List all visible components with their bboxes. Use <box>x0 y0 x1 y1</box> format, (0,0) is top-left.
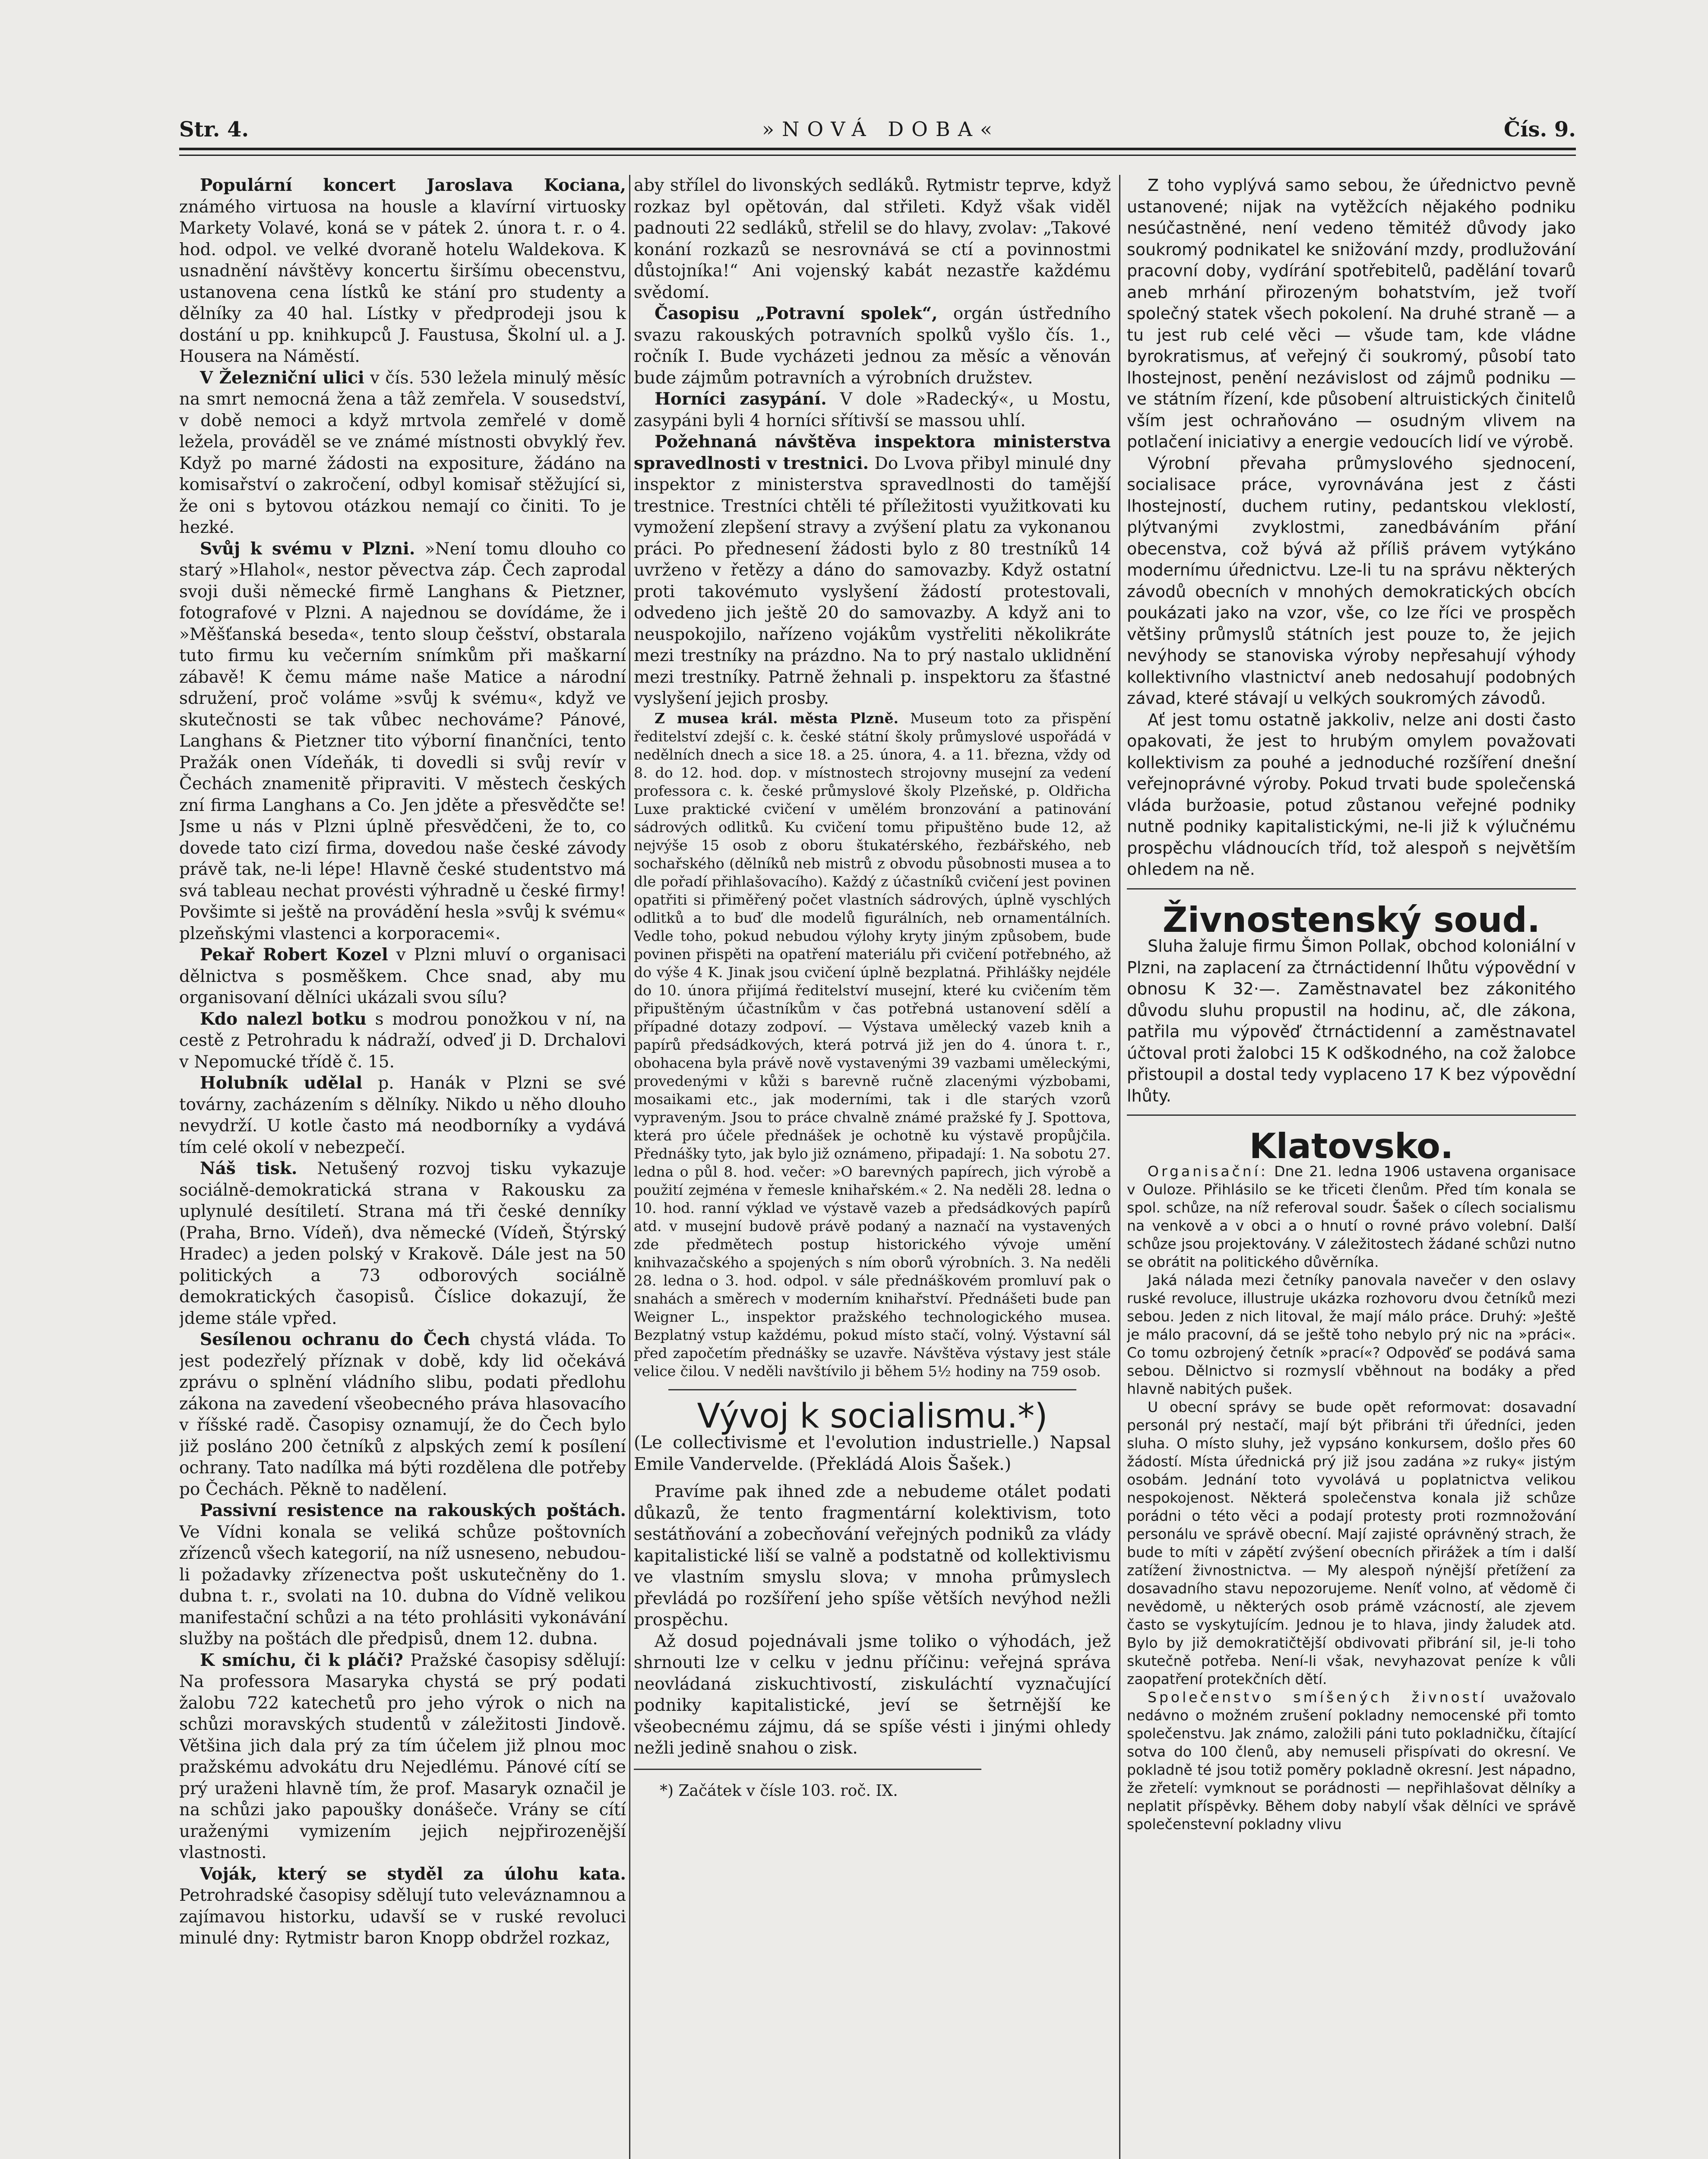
section-rule <box>668 1389 1076 1390</box>
footnote-rule <box>634 1769 981 1770</box>
column-divider <box>629 175 630 2159</box>
continued-text: aby střílel do livonských sedláků. Rytmistr teprve, když rozkaz byl opětován, dal střileti. Když však viděl padnouti 22 sedláků, střelil se do hlavy, zvolav: „Takové konání rozkazů se nesrovnává se ctí a povinnostmi důstojníka!“ Ani vojenský kabát nezastře každému svědomí. <box>634 176 1111 302</box>
region-item: Jaká nálada mezi četníky panovala navečer v den oslavy ruské revoluce, illustruje ukázka rozhovoru dvou četníků mezi sebou. Jeden z nich litoval, že mají málo práce. Druhý: »Ještě je málo pracovní, dá se ještě toho nebylo prý nic na »práci«. Co tomu ozbrojený četník »prací«? Odpověď se podává sama sebou. Dělnictvo si rozmyslí vběhnout na bodáky a před hlavně nabitých pušek. <box>1127 1271 1576 1397</box>
news-item: K smíchu, či k pláči? Pražské časopisy sdělují: Na professora Masaryka chystá se prý podati žalobu 722 katechetů pro jeho výrok o nich na schůzi moravských studentů v záležitosti Jindově. Většina jich dala prý za tím účelem již plnou moc pražskému advokátu dru Nejedlému. Pánové cítí se prý uraženi hlavně tím, že prof. Masaryk označil je na schůzi jako papoušky donášeče. Vrány se cítí uraženými vymizením jejich nejpřirozenější vlastnosti. <box>179 1650 626 1862</box>
section-title-region: Klatovsko. <box>1249 1126 1454 1166</box>
column-divider <box>1119 175 1120 2159</box>
news-item: Holubník udělal p. Hanák v Plzni se své továrny, zacházením s dělníky. Nikdo u něho dlouho nevydrží. U kotle často má neodborníky a vydává tím celé okolí v nebezpečí. <box>179 1073 626 1157</box>
news-item: Pekař Robert Kozel v Plzni mluví o organisaci dělnictva s posměškem. Chce snad, aby mu organisovaní dělníci ukázali svou sílu? <box>179 945 626 1007</box>
trade-court-report: Sluha žaluje firmu Šimon Pollak, obchod koloniální v Plzni, na zaplacení za čtrnáctidenní lhůtu výpovědní v obnosu K 32·—. Zaměstnavatel bez zákonitého důvodu sluhu propustil na hodinu, ač, dle zákona, patřila mu výpověď čtrnáctidenní a zaměstnavatel účtoval proti žalobci 15 K odškodného, na což žalobce přistoupil a dostal tedy vyplaceno 17 K bez výpovědní lhůty. <box>1127 937 1576 1105</box>
region-item: Organisační: Dne 21. ledna 1906 ustavena organisace v Ouloze. Přihlásilo se ke třiceti členům. Před tím konala se spol. schůze, na níž referoval soudr. Šašek o cílech socialismu na venkově a v obci a o hnutí o rovné právo volební. Další schůze jsou projektovány. V záležitostech žádané schůzi nutno se obrátit na politického důvěrníka. <box>1127 1162 1576 1270</box>
article-paragraph: Pravíme pak ihned zde a nebudeme otálet podati důkazů, že tento fragmentární kolektivism, toto sestátňování a zobecňování veřejných podniků za vlády kapitalistické liší se valně a podstatně od kollektivismu ve vlastním smyslu slova; v mnoha průmyslech převládá po rozšíření jeho spíše větších nevýhod nežli prospěchu. <box>634 1482 1111 1630</box>
header-rule <box>179 148 1576 156</box>
article-title: Vývoj k socialismu.*) <box>697 1396 1048 1436</box>
column-3 <box>1127 175 1576 2159</box>
museum-notice: Z musea král. města Plzně. Museum toto za přispění ředitelství zdejší c. k. české státní školy průmyslové uspořádá v nedělních dnech a sice 18. a 25. února, 4. a 11. března, vždy od 8. do 12. hod. dop. v místnostech strojovny musejní za vedení professora c. k. české průmyslové školy Plzeňské, p. Oldřicha Luxe praktické cvičení v umělém bronzování a patinování sádrových odlitků. Ku cvičení tomu připuštěno bude 12, až nejvýše 15 osob z oboru štukatérského, řezbářského, neb sochařského (dělníků neb mistrů z obvodu působnosti musea a to dle pořadí přihlašovacího). Každý z účastníků cvičení jest povinen opatřiti si přiměřený počet vlastních sádrových, úplně vyschlých odlitků a to buď dle modelů figurálních, neb ornamentálních. Vedle toho, pokud nebudou výlohy kryty jiným způsobem, bude povinen přispěti na opatření materiálu při cvičení potřebného, až do výše 4 K. Jinak jsou cvičení úplně bezplatná. Přihlášky nejdéle do 10. února přijímá ředitelství musejní, které ku cvičením těm připuštěným účastníkům v čas potřebná ustanovení sdělí a případné dotazy zodpoví. — Výstava umělecký vazeb knih a papírů předsádkových, která potrvá již jen do 4. února t. r., obohacena byla právě nově vystavenými 39 vazbami uměleckými, provedenými v kůži s barevně ručně zlacenými výzbobami, mosaikami etc., jak moderními, tak i dle starých vzorů vypraveným. Jsou to práce chvalně známé pražské fy J. Spottova, která pro účele přednášek je ochotně ku výstavě propůjčila. Přednášky tyto, jak bylo již oznámeno, připadají: 1. Na sobotu 27. ledna o půl 8. hod. večer: »O barevných papírech, jich výrobě a použití zejména v řemesle knihařském.« 2. Na neděli 28. ledna o 10. hod. ranní výklad ve výstavě vazeb a předsádkových papírů atd. v musejní budově právě podaný a naznačí na vystavených zde předmětech postup historického vývoje umění knihvazačského a spojených s ním oborů výrobních. 3. Na neděli 28. ledna o 3. hod. odpol. v sále přednáškovém promluví pak o snahách a směrech v moderním knihařství. Přednášeti bude pan Weigner L., inspektor pražského technologického musea. Bezplatný vstup každému, pokud místo stačí, volný. Výstavní sál před započetím přednášky se uzavře. Návštěva výstavy jest stále velice čilou. V neděli navštívilo ji během 5½ hodiny na 759 osob. <box>634 709 1111 1380</box>
column-1 <box>179 175 626 2159</box>
footnote: *) Začátek v čísle 103. roč. IX. <box>660 1782 898 1800</box>
news-item: Kdo nalezl botku s modrou ponožkou v ní, na cestě z Petrohradu k nádraží, odveď ji D. Drchalovi v Nepomucké třídě č. 15. <box>179 1009 626 1072</box>
news-item: Voják, který se styděl za úlohu kata. Petrohradské časopisy sdělují tuto veleváznamnou a zajímavou historku, udavší se v ruské revoluci minulé dny: Rytmistr baron Knopp obdržel rozkaz, <box>179 1864 626 1948</box>
section-title-trade-court: Živnostenský soud. <box>1162 899 1540 940</box>
section-rule <box>1127 888 1576 890</box>
article-subtitle: (Le collectivisme et l'evolution industrielle.) Napsal Emile Vandervelde. (Překládá Alois Šašek.) <box>634 1433 1111 1474</box>
news-item: Náš tisk. Netušený rozvoj tisku vykazuje sociálně-demokratická strana v Rakousku za uplynulé desítiletí. Strana má tři české denníky (Praha, Brno. Vídeň), dva německé (Vídeň, Štýrský Hradec) a jeden polský v Krakově. Dále jest na 50 politických a 73 odborových sociálně demokratických časopisů. Číslice dokazují, že jdeme stále vpřed. <box>179 1159 626 1328</box>
column-2 <box>634 175 1111 2159</box>
news-item: Horníci zasypání. V dole »Radecký«, u Mostu, zasypáni byli 4 horníci sřítivší se massou uhlí. <box>634 389 1111 431</box>
page-header <box>179 117 1576 148</box>
news-item: Passivní resistence na rakouských poštách. Ve Vídni konala se veliká schůze poštovních zřízenců všech kategorií, na níž usneseno, nebudou-li požadavky zřízenectva pošt uskutečněny do 1. dubna t. r., svolati na 10. dubna do Vídně velikou manifestační schůzi a na této prohlásiti vykonávání služby na poštách dle předpisů, dnem 12. dubna. <box>179 1501 626 1649</box>
article-paragraph: Výrobní převaha průmyslového sjednocení, socialisace práce, vyrovnávána jest z části lhostejností, duchem rutiny, pedantskou vleklostí, plýtvanými zvyklostmi, zanedbáváním přání obecenstva, což bývá až příliš právem vytýkáno modernímu úřednictvu. Lze-li tu na správu některých závodů obecních v mnohých demokratických obcích poukázati jako na vzor, vše, co lze říci ve prospěch většiny průmyslů státních jest pouze to, že jejich nevýhody se stanoviska výroby nepřesahují výhody kollektivního vlastnictví aneb nedosahují podobných závad, které stávají u velkých soukromých závodů. <box>1127 453 1576 708</box>
issue-number: Čís. 9. <box>1504 117 1576 142</box>
masthead-title: »NOVÁ DOBA« <box>762 117 1000 141</box>
news-item: Svůj k svému v Plzni. »Není tomu dlouho co starý »Hlahol«, nestor pěvectva záp. Čech zaprodal svoji duši německé firmě Langhans & Pietzner, fotografové v Plzni. A najednou se dovídáme, že i »Měšťanská beseda«, tento sloup češství, obstarala tuto firmu ku večerním snímkům při maškarní zábavě! K čemu máme naše Matice a národní sdružení, proč voláme »svůj k svému«, když ve skutečnosti se tak vůbec nechováme? Pánové, Langhans & Pietzner tito výborní finančníci, tento Pražák onen Vídeňák, ti dovedli si svůj revír v Čechách znamenitě připraviti. V městech českých zní firma Langhans a Co. Jen jděte a přesvědčte se! Jsme u nás v Plzni úplně přesvědčeni, že to, co dovede tato cizí firma, dovedou naše české závody právě tak, ne-li lépe! Hlavně české studentstvo má svá tableau nechat provésti výhradně u české firmy! Povšimte si ještě na provádění hesla »svůj k svému« plzeňskými vlastenci a korporacemi«. <box>179 538 626 943</box>
section-rule <box>1127 1114 1576 1116</box>
news-item: Sesílenou ochranu do Čech chystá vláda. To jest podezřelý příznak v době, kdy lid očekává zprávu o splnění vládního slibu, podati předlohu zákona na zavedení všeobecného práva hlasovacího v říšské radě. Časopisy oznamují, že do Čech bylo již posláno 200 četníků z alpských zemí k posílení ochrany. Tato nadílka má býti rozdělena dle potřeby po Čechách. Pěkně to nadělení. <box>179 1330 626 1499</box>
news-item: Populární koncert Jaroslava Kociana, známého virtuosa na housle a klavírní virtuosky Markety Volavé, koná se v pátek 2. února t. r. o 4. hod. odpol. ve velké dvoraně hotelu Waldekova. K usnadnění návštěvy koncertu širšímu obecenstvu, ustanovena cena lístků ke stání pro studenty a dělníky za 40 hal. Lístky v předprodeji jsou k dostání u pp. knihkupců J. Faustusa, Školní ul. a J. Housera na Náměstí. <box>179 175 626 366</box>
news-item: Požehnaná návštěva inspektora ministerstva spravedlnosti v trestnici. Do Lvova přibyl minulé dny inspektor z ministerstva spravedlnosti do tamější trestnice. Trestníci chtěli té příležitosti využitkovati ku vymožení zlepšení stravy a zvýšení platu za vykonanou práci. Po přednesení žádosti bylo z 80 trestníků 14 uvrženo v řetězy a dáno do samovazby. Když ostatní proti takovémuto vyslyšení žádostí protestovali, odvedeno jich ještě 20 do samovazby. A když ani to neuspokojilo, nařízeno vojákům vystřeliti několikráte mezi trestníky na prázdno. Na to prý nastalo uklidnění mezi trestníky. Patrně žehnali p. inspektoru za šťastné vyslyšení jejich prosby. <box>634 432 1111 708</box>
article-paragraph: Z toho vyplývá samo sebou, že úřednictvo pevně ustanovené; nijak na vytěžcích nějakého podniku nesúčastněné, není vedeno těmitéž důvody jako soukromý podnikatel ke snižování mzdy, prodlužování pracovní doby, vydírání spotřebitelů, padělání tovarů aneb mrhání přirozeným bohatstvím, jež tvoří společný statek všech pokolení. Na druhé straně — a tu jest rub celé věci — všude tam, kde vládne byrokratismus, ať veřejný či soukromý, působí tato lhostejnost, penění nezávislost od zájmů podniku — ve státním řízení, kde působení altruistických činitelů vším jest ochraňováno — osudným vlivem na potlačení iniciativy a energie vedoucích lidí ve výrobě. <box>1127 176 1576 451</box>
article-paragraph: Až dosud pojednávali jsme toliko o výhodách, jež shrnouti lze v celku v jednu příčinu: veřejná správa neovládaná ziskuchtivostí, ziskuláchtí vyznačující podniky kapitalistické, jeví se šetrnější ke všeobecnému zájmu, dá se spíše vésti i jinými ohledy nežli jedině snahou o zisk. <box>634 1631 1111 1758</box>
article-paragraph: Ať jest tomu ostatně jakkoliv, nelze ani dosti často opakovati, že jest to hrubým omylem považovati kollektivism za pouhé a jednoduché rozšíření dnešní veřejnoprávné výroby. Pokud trvati bude společenská vláda buržoasie, potud zůstanou veřejné podniky nutně podniky kapitalistickými, ne-li již k výlučnému prospěchu vládnoucích tříd, tož alespoň s největším ohledem na ně. <box>1127 710 1576 879</box>
news-item: V Železniční ulici v čís. 530 ležela minulý měsíc na smrt nemocná žena a tâž zemřela. V sousedství, v době nemoci a když mrtvola zemřelé v domě ležela, prováděl se ve známé místnosti obvyklý řev. Když po marné žádosti na expositure, žádáno na komisařství o zakročení, odbyl komisař stěžující si, že oni s bytovou otázkou nemají co činiti. To je hezké. <box>179 367 626 537</box>
news-item: Časopisu „Potravní spolek“, orgán ústředního svazu rakouských potravních spolků vyšlo čís. 1., ročník I. Bude vycházeti jednou za měsíc a věnován bude zájmům potravních a výrobních družstev. <box>634 304 1111 388</box>
region-item: Společenstvo smíšených živností uvažovalo nedávno o možném zrušení pokladny nemocenské při tomto společenstvu. Jak známo, založili páni tuto pokladničku, čítající sotva do 100 členů, aby nemuseli přispívati do okresní. Ve pokladně té jsou totiž poměry pokladně okresní. Jest nápadno, že zřetelí: vymknout se porádnosti — nepřihlašovat dělníky a neplatit příspěvky. Během doby nabylí však dělníci ve správě společenstevní pokladny vlivu <box>1127 1688 1576 1833</box>
region-item: U obecní správy se bude opět reformovat: dosavadní personál prý nestačí, mají být přibráni tři úředníci, jeden sluha. O místo sluhy, jež vypsáno konkursem, došlo přes 60 žádostí. Místa úřednická prý již jsou zadána »z ruky« jistým osobám. Jednání toto vyvolává u poplatnictva velikou nespokojenost. Některá společenstva konala již schůze porádni o této věci a podají protesty proti rozmnožování personálu ve správě obecní. Mají zajisté oprávněný strach, že bude to míti v zápětí zvýšení obecních přirážek a tím i další zatížení živnostnictva. — My alespoň nýnější přetížení za dosavadního stavu nepozorujeme. Neníť volno, ať vědomě či nevědomě, u některých osob prámě vzácností, ale zjevem často se vyskytujícím. Jednou je to hlava, jindy žaludek atd. Bylo by již demokratičtější obdivovati přibrání sil, je-li toho skutečně potřeba. Není-li však, nevyhazovat peníze k vůli zaopatření protekčních dětí. <box>1127 1398 1576 1687</box>
page-number: Str. 4. <box>179 117 249 142</box>
